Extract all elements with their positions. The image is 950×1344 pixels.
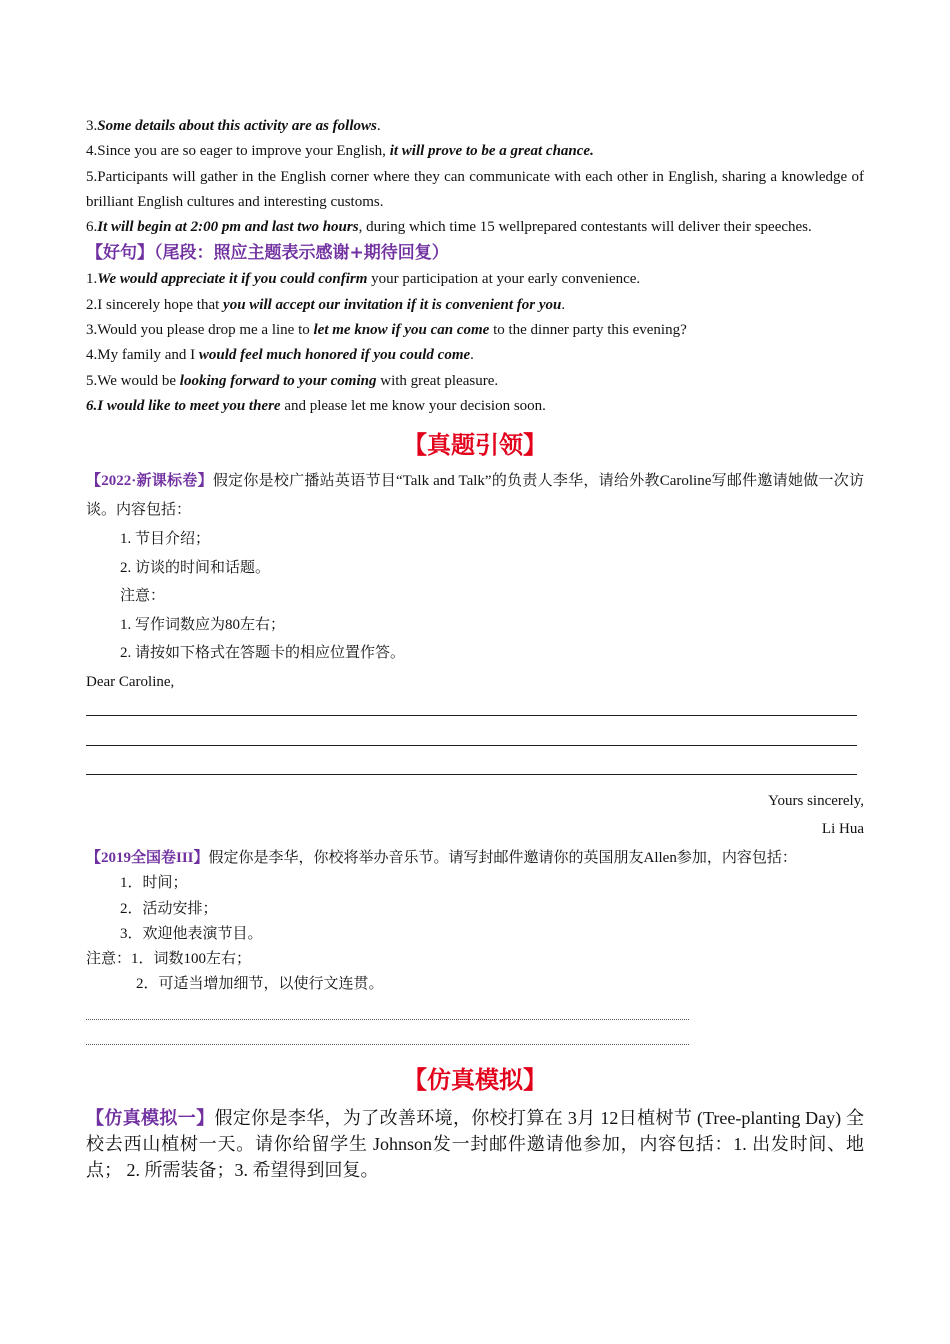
closing-sentence-1: 1.We would appreciate it if you could confirm your participation at your early convenience. <box>86 271 641 288</box>
q2022-item-1: 1. 节目介绍； <box>120 531 211 548</box>
sim1-prompt: 【仿真模拟一】假定你是李华，为了改善环境，你校打算在 3月 12日植树节 (Tree-planting Day) 全校去西山植树一天。请你给留学生 Johnson发一封邮件邀请他参加，内容包括：1. 出发时间、地点； 2. 所需装备；3. 希望得到回复。 <box>86 1107 865 1180</box>
q2022-item-2: 2. 访谈的时间和话题。 <box>120 559 271 576</box>
q2019-prompt: 【2019全国卷III】假定你是李华，你校将举办音乐节。请写封邮件邀请你的英国朋友Allen参加，内容包括： <box>86 850 797 867</box>
closing-sentence-4: 4.My family and I would feel much honored if you could come. <box>86 347 474 364</box>
sentence-3: 3.Some details about this activity are as follows. <box>86 118 381 134</box>
q2019-item-2: 2．活动安排； <box>120 900 218 917</box>
answer-line <box>86 715 857 716</box>
sentence-6: 6.It will begin at 2:00 pm and last two hours, during which time 15 wellprepared contestants will deliver their speeches. <box>86 219 812 236</box>
sentence-4: 4.Since you are so eager to improve your English, it will prove to be a great chance. <box>86 143 594 160</box>
sentence-5: 5.Participants will gather in the English corner where they can communicate with each other in English, sharing a knowledge of brilliant English cultures and interesting customs. <box>86 168 864 210</box>
q2022-note-2: 2. 请按如下格式在答题卡的相应位置作答。 <box>120 645 406 662</box>
answer-line <box>86 774 857 775</box>
closing-sentence-3: 3.Would you please drop me a line to let me know if you can come to the dinner party this evening? <box>86 322 687 339</box>
document-page <box>86 114 864 1183</box>
q2022-signature: Li Hua <box>821 821 864 838</box>
q2022-note-label: 注意： <box>120 588 166 605</box>
sim1-tag: 【仿真模拟一】 <box>86 1107 215 1128</box>
section-title-simulation: 【仿真模拟】 <box>403 1065 547 1094</box>
closing-sentence-6: 6.I would like to meet you there and please let me know your decision soon. <box>86 397 546 414</box>
q2022-note-1: 1. 写作词数应为80左右； <box>120 616 286 633</box>
answer-dotted-line <box>86 1019 689 1020</box>
q2019-note-1: 注意：1．词数100左右； <box>86 951 252 968</box>
q2022-prompt: 【2022·新课标卷】假定你是校广播站英语节目“Talk and Talk”的负责人李华，请给外教Caroline写邮件邀请她做一次访谈。内容包括： <box>86 473 864 519</box>
q2019-note-2: 2．可适当增加细节，以使行文连贯。 <box>136 976 384 993</box>
q2019-item-3: 3．欢迎他表演节目。 <box>120 925 263 942</box>
q2022-greeting: Dear Caroline, <box>86 673 175 690</box>
closing-sentences-header: 【好句】（尾段：照应主题表示感谢+期待回复） <box>86 243 449 264</box>
closing-sentence-2: 2.I sincerely hope that you will accept our invitation if it is convenient for you. <box>86 296 566 313</box>
closing-sentence-5: 5.We would be looking forward to your coming with great pleasure. <box>86 372 499 389</box>
q2019-item-1: 1．时间； <box>120 875 188 892</box>
q2022-closing: Yours sincerely, <box>768 793 864 810</box>
q2019-tag: 【2019全国卷III】 <box>86 850 209 867</box>
section-title-real-exam: 【真题引领】 <box>403 431 547 460</box>
answer-line <box>86 745 857 746</box>
answer-dotted-line <box>86 1044 689 1045</box>
q2022-tag: 【2022·新课标卷】 <box>86 473 213 490</box>
